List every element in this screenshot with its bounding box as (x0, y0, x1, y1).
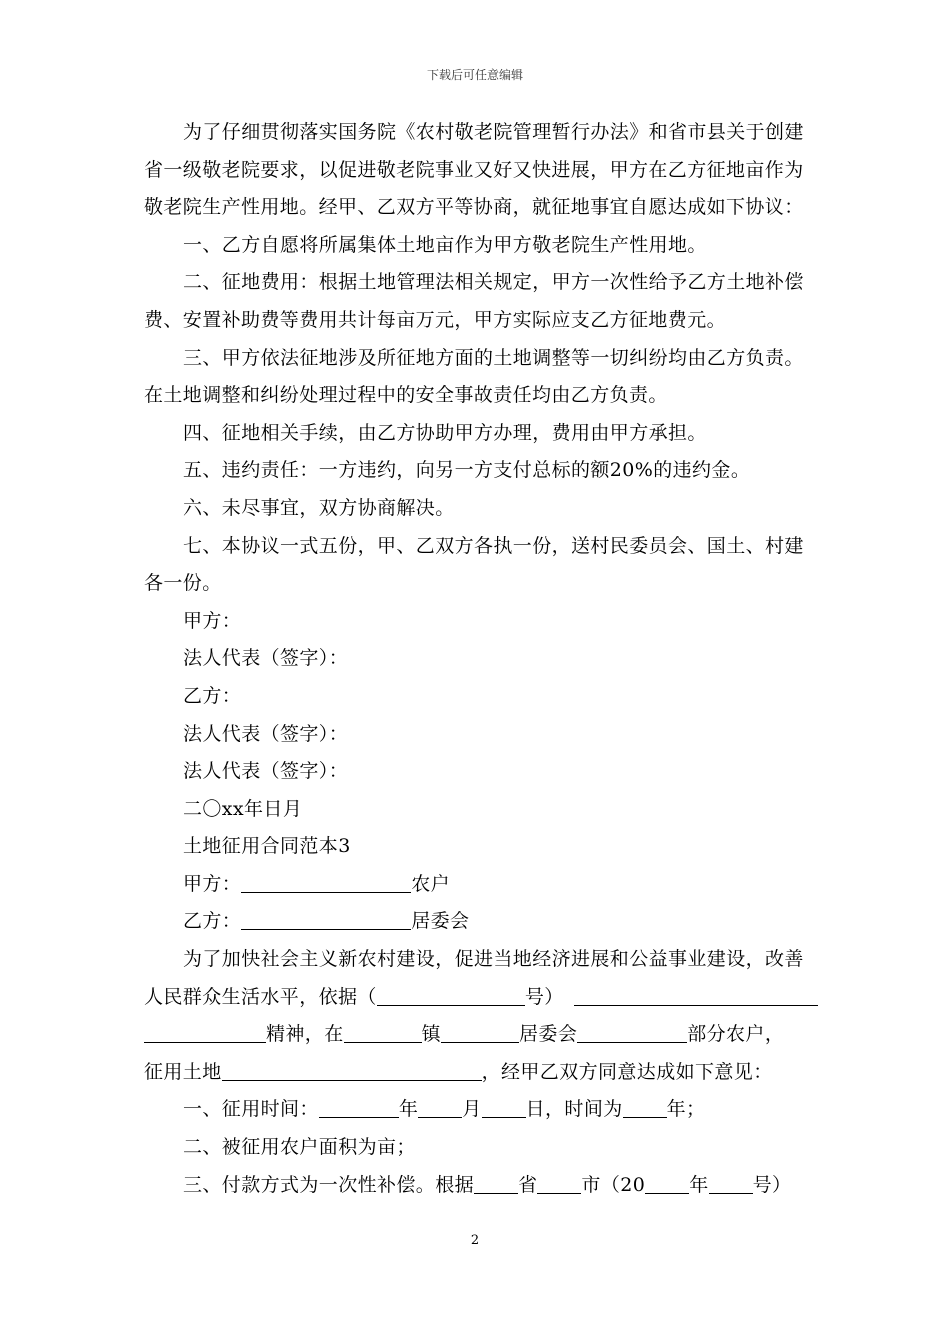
para2-line-2 (144, 979, 808, 1017)
term-1 (144, 1091, 808, 1129)
households-blank (577, 1022, 687, 1043)
legal-rep-signature-1: 法人代表（签字）： (183, 647, 349, 670)
legal-rep-signature-3: 法人代表（签字）： (183, 760, 349, 783)
duration-blank (623, 1097, 667, 1118)
contract-title: 土地征用合同范本3 (183, 835, 351, 858)
intro-line-3: 敬老院生产性用地。经甲、乙双方平等协商，就征地事宜自愿达成如下协议： (144, 196, 804, 219)
clause-3-line-1: 三、甲方依法征地涉及所征地方面的土地调整等一切纠纷均由乙方负责。 (183, 346, 804, 369)
document-body (144, 114, 808, 1204)
term-1-text-d: 日，时间为 (525, 1098, 623, 1121)
committee-blank (441, 1022, 519, 1043)
year-blank (319, 1097, 399, 1118)
clause-2-line-2: 费、安置补助费等费用共计每亩万元，甲方实际应支乙方征地费元。 (144, 308, 727, 331)
term-1-text-e: 年； (666, 1098, 706, 1121)
intro-line-1: 为了仔细贯彻落实国务院《农村敬老院管理暂行办法》和省市县关于创建 (183, 121, 804, 143)
party-b-label: 乙方： (183, 910, 242, 933)
doc-number-blank (709, 1173, 753, 1194)
term-3-text-b: 省 (518, 1173, 538, 1196)
term-3-text-d: 年 (689, 1173, 709, 1196)
para2-text-c: 精神，在 (266, 1023, 344, 1046)
party-a-label: 甲方： (183, 872, 242, 895)
para2-text-h: ，经甲乙双方同意达成如下意见： (481, 1060, 773, 1083)
party-b-suffix: 居委会 (411, 910, 470, 933)
term-1-text-a: 一、征用时间： (183, 1098, 319, 1121)
term-3-text-e: 号） (752, 1173, 792, 1196)
term-3 (144, 1167, 808, 1205)
doc-year-blank (645, 1173, 689, 1194)
party-a-signature: 甲方： (183, 609, 242, 632)
legal-rep-signature-2: 法人代表（签字）： (183, 722, 349, 745)
intro-line-2: 省一级敬老院要求，以促进敬老院事业又好又快进展，甲方在乙方征地亩作为 (144, 158, 804, 181)
clause-3-line-2: 在土地调整和纠纷处理过程中的安全事故责任均由乙方负责。 (144, 384, 668, 407)
para2-text-g: 征用土地 (144, 1060, 222, 1083)
party-b-blank (241, 909, 411, 930)
term-1-text-c: 月 (462, 1098, 482, 1121)
month-blank (418, 1097, 462, 1118)
party-b-line (144, 903, 808, 941)
page-number: 2 (470, 1233, 480, 1248)
para2-text-b: 号） (524, 985, 564, 1008)
city-blank (537, 1173, 581, 1194)
basis-blank-2 (574, 985, 818, 1006)
para2-text-e: 居委会 (519, 1023, 578, 1046)
para2-text-f: 部分农户， (687, 1023, 785, 1046)
para2-line-1: 为了加快社会主义新农村建设，促进当地经济进展和公益事业建设，改善 (183, 948, 804, 971)
para2-text-a: 人民群众生活水平，依据（ (144, 985, 377, 1008)
party-a-line (144, 866, 808, 904)
term-2: 二、被征用农户面积为亩； (183, 1136, 416, 1159)
term-3-text-a: 三、付款方式为一次性补偿。根据 (183, 1173, 475, 1196)
para2-line-4 (144, 1054, 808, 1092)
party-a-suffix: 农户 (411, 872, 451, 895)
term-1-text-b: 年 (398, 1098, 419, 1121)
para2-line-3 (144, 1016, 808, 1054)
basis-blank (377, 985, 525, 1006)
clause-6: 六、未尽事宜，双方协商解决。 (183, 496, 455, 519)
party-b-signature: 乙方： (183, 684, 242, 707)
clause-4: 四、征地相关手续，由乙方协助甲方办理，费用由甲方承担。 (183, 421, 707, 444)
para2-text-d: 镇 (421, 1023, 442, 1046)
day-blank (482, 1097, 526, 1118)
clause-7-line-1: 七、本协议一式五份，甲、乙双方各执一份，送村民委员会、国土、村建 (183, 534, 804, 557)
signing-date: 二〇xx年日月 (183, 797, 303, 820)
page-header: 下载后可任意编辑 (426, 68, 523, 82)
clause-1: 一、乙方自愿将所属集体土地亩作为甲方敬老院生产性用地。 (183, 233, 707, 256)
term-3-text-c: 市（20 (581, 1173, 646, 1196)
province-blank (474, 1173, 518, 1194)
clause-2-line-1: 二、征地费用：根据土地管理法相关规定，甲方一次性给予乙方土地补偿 (183, 271, 804, 294)
clause-5: 五、违约责任：一方违约，向另一方支付总标的额20%的违约金。 (183, 459, 751, 482)
spirit-blank (144, 1022, 266, 1043)
town-blank (344, 1022, 422, 1043)
party-a-blank (241, 872, 411, 893)
clause-7-line-2: 各一份。 (144, 572, 222, 595)
land-blank (222, 1060, 482, 1081)
